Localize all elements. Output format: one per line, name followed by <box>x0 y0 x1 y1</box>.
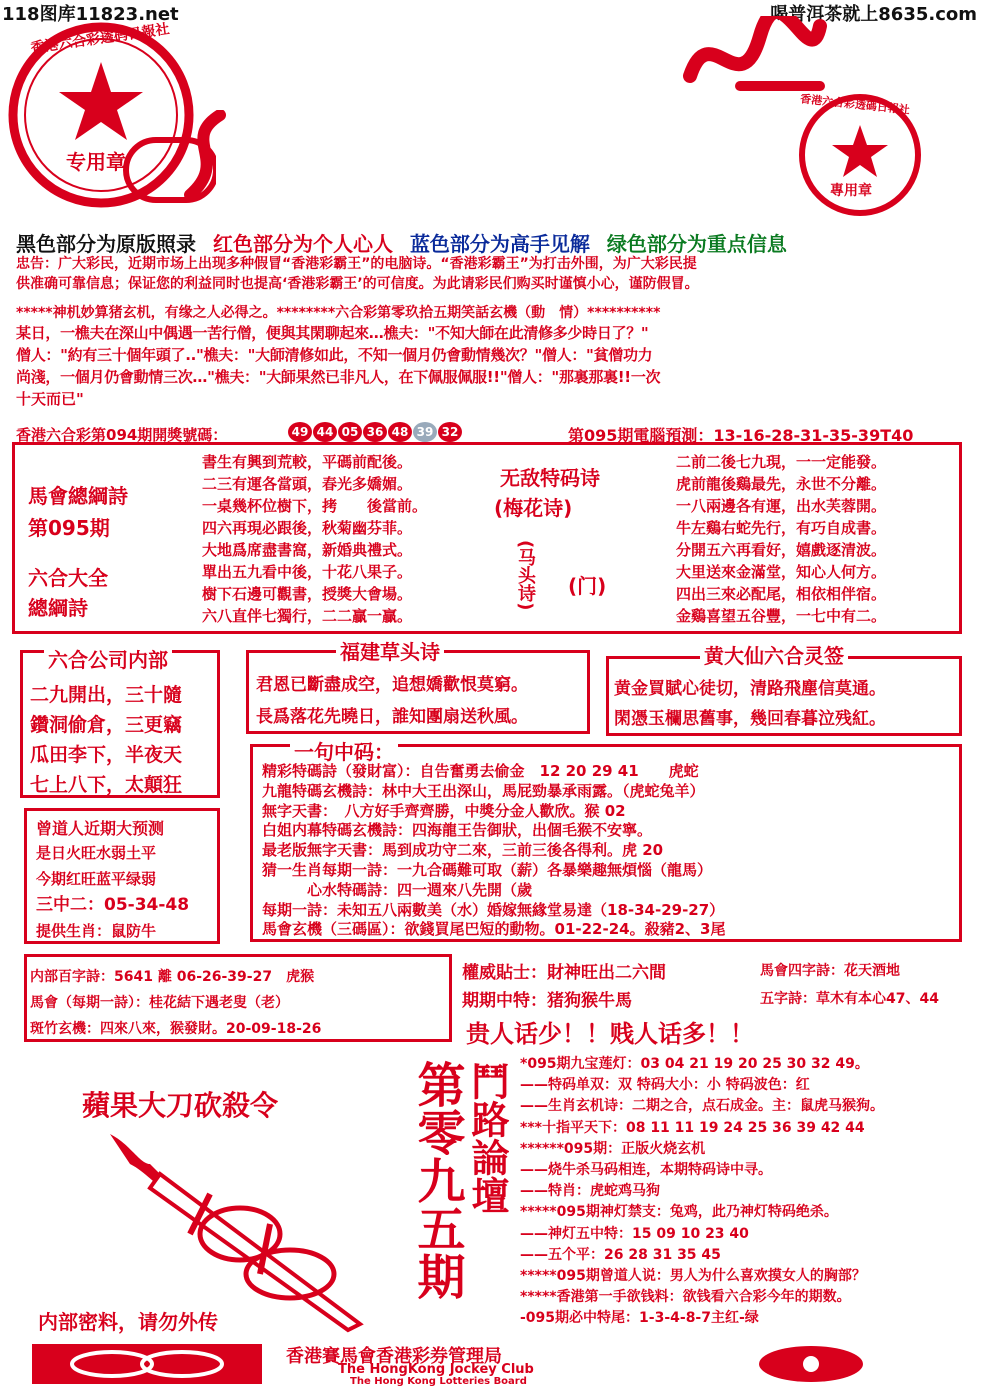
apple-title: 蘋果大刀砍殺令 <box>82 1089 279 1122</box>
fujian-title: 福建草头诗 <box>336 636 444 665</box>
left-site-label: 118图库11823.net <box>2 4 179 25</box>
company-line: 七上八下，太顛狂 <box>30 774 183 796</box>
right-list-item: *****095期曾道人说：男人为什么喜欢摸女人的胸部？ <box>520 1268 866 1285</box>
poem-right-line: 分開五六再看好，嬉戲逐清波。 <box>676 541 887 559</box>
zeng-title: 曾道人近期大预测 <box>36 819 165 838</box>
yiju-line: 白姐内幕特碼玄機詩：四海龍王告御狀，出個毛猴不安寧。 <box>262 821 653 840</box>
result-ball: 05 <box>338 422 362 442</box>
right-list-item: ——特码单双：双 特码大小：小 特码波色：红 <box>520 1077 810 1094</box>
zeng-line: 是日火旺水弱土平 <box>36 844 157 862</box>
poem-right-line: 四出三來必配尾，相依相伴宿。 <box>676 585 887 603</box>
poem-left-line: 六八直伴七獨行，二二贏一贏。 <box>202 607 413 625</box>
yiju-line: 每期一詩：未知五八兩數美（水）婚嫁無緣堂易達（18-34-29-27） <box>262 900 725 919</box>
center-hint: (马头诗) <box>515 540 536 611</box>
yiju-line: 九龍特碼玄機詩：林中大王出深山，馬屁勁暴承雨露。（虎蛇兔羊） <box>262 781 705 800</box>
yiju-line: 精彩特碼詩（發財富）：自告奮勇去偷金 12 20 29 41 虎蛇 <box>262 762 699 780</box>
joke-line-4: 十天而已" <box>16 390 84 408</box>
center-title: 无敌特码诗 <box>500 466 600 490</box>
bottom-left-text: 内部密料，请勿外传 <box>38 1310 218 1334</box>
vertical-text-1: 第零九五期 <box>409 1060 465 1300</box>
company-line: 瓜田李下，半夜天 <box>30 744 183 766</box>
poem-left-line: 一桌幾杯位樹下，拷 後當前。 <box>202 497 428 515</box>
right-list-item: ******095期：正版火烧玄机 <box>520 1140 706 1157</box>
right-list-item: *095期九宝莲灯：03 04 21 19 20 25 30 32 49。 <box>520 1056 869 1072</box>
right-list <box>520 1054 884 1330</box>
right-list-item: -095期必中特尾：1-3-4-8-7主红-绿 <box>520 1310 759 1327</box>
poem-right-line: 牛左鷄右蛇先行，有巧自成書。 <box>676 519 887 537</box>
poem-left-line: 單出五九看中後，十花八果子。 <box>202 563 413 581</box>
result-ball: 32 <box>438 422 462 442</box>
company-title: 六合公司内部 <box>44 644 172 673</box>
yiju-lines <box>262 762 725 940</box>
huang-line-2: 閑憑玉欄思舊事，幾回春暮泣残紅。 <box>614 709 886 729</box>
right-list-item: ——烧牛杀马码相连，本期特码诗中寻。 <box>520 1162 772 1179</box>
quanwei-line-2b: 五字詩：草木有本心47、44 <box>760 991 939 1007</box>
result-ball: 48 <box>388 422 412 442</box>
right-list-item: ——生肖玄机诗：二期之合，点石成金。主：鼠虎马猴狗。 <box>520 1098 884 1115</box>
neibu-line-2: 馬會（每期一詩）：桂花結下遇老叟（老） <box>30 995 289 1011</box>
poem-left-line: 書生有興到荒較，平碼前配後。 <box>202 453 413 471</box>
zeng-line: 三中二：05-34-48 <box>36 895 190 915</box>
quanwei-line-1b: 馬會四字詩：花天酒地 <box>760 963 900 979</box>
right-list-item: ——神灯五中特：15 09 10 23 40 <box>520 1225 749 1242</box>
zeng-line: 今期红旺蓝平绿弱 <box>36 870 157 888</box>
poem-left-line: 大地爲席盡書窩，新婚典禮式。 <box>202 541 413 559</box>
notice-line-2: 供准确可靠信息；保证您的利益同时也提高‘香港彩霸王’的可信度。为此请彩民们购买时谨慎小心，谨防假冒。 <box>16 276 699 292</box>
yiju-line: 猜一生肖每期一詩：一九合碼難可取（薪）各暴樂趣無煩惱（龍馬） <box>262 860 713 879</box>
huang-title: 黄大仙六合灵签 <box>700 640 848 669</box>
footer-en-1: The HongKong Jockey Club <box>338 1362 534 1377</box>
center-sub: (梅花诗) <box>494 496 573 520</box>
poem-left-line: 二三有運各當頭，春光多嬌媚。 <box>202 475 413 493</box>
company-line: 二九開出，三十隨 <box>30 684 183 706</box>
result-ball: 39 <box>413 422 437 442</box>
quanwei-slogan: 贵人话少！！贱人话多！！ <box>466 1020 754 1048</box>
neibu-line-3: 斑竹玄機：四來八來，猴發財。20-09-18-26 <box>30 1021 322 1037</box>
small-seal-bottom: 專用章 <box>830 183 872 199</box>
vertical-text-2: 鬥路論壇 <box>465 1062 509 1214</box>
big-seal-bottom: 专用章 <box>66 150 126 174</box>
poem-right-line: 大里送來金滿堂，知心人何方。 <box>676 563 887 581</box>
poem-left-block <box>202 453 427 629</box>
zeng-lines <box>36 840 189 944</box>
footer-left-logo-icon <box>32 1344 262 1384</box>
zeng-line: 提供生肖：鼠防牛 <box>36 922 157 940</box>
right-list-item: *****香港第一手欲钱料：欲钱看六合彩今年的期数。 <box>520 1289 851 1306</box>
poem-left-line: 四六再現必跟後，秋菊幽芬菲。 <box>202 519 413 537</box>
legend-row <box>16 228 787 257</box>
company-line: 鑽洞偷倉，三更竊 <box>30 714 183 736</box>
quanwei-line-1: 權威貼士：財神旺出二六間 <box>462 963 666 983</box>
right-list-item: ——特肖：虎蛇鸡马狗 <box>520 1183 660 1200</box>
result-ball: 49 <box>288 422 312 442</box>
footer-right-logo-icon <box>756 1344 866 1384</box>
poem-right-line: 一八兩邊各有運，出水芙蓉開。 <box>676 497 887 515</box>
poem-right-line: 二前二後七九現，一一定能發。 <box>676 453 887 471</box>
results-label: 香港六合彩第094期開獎號碼： <box>16 426 228 444</box>
yiju-line: 心水特碼詩：四一週來八先開（歲 <box>262 880 533 899</box>
notice-line-1: 忠告：广大彩民，近期市场上出现多种假冒“香港彩霸王”的电脑诗。“香港彩霸王”为打击外围，为广大彩民提 <box>16 256 697 272</box>
joke-title: *****神机妙算猪玄机，有缘之人必得之。********六合彩第零玖拾五期笑話玄機（動 情）********** <box>16 305 661 321</box>
small-seal-text: 香港六合彩透碼日報社 <box>799 92 911 117</box>
joke-line-1: 某日，一樵夫在深山中偶遇一苦行僧，便與其閑聊起來…樵夫："不知大師在此清修多少時日了？" <box>16 324 649 342</box>
poem-left-line: 樹下石邊可觀書，授獎大會場。 <box>202 585 413 603</box>
main-title-4: 總綱詩 <box>28 596 88 620</box>
poem-right-block <box>676 453 886 629</box>
yiju-title: 一句中码： <box>290 736 398 765</box>
poem-right-line: 金鷄喜望五谷豐，一七中有二。 <box>676 607 887 625</box>
huang-line-1: 黄金買賦心徒切，清路飛塵信莫通。 <box>614 679 886 699</box>
legend-green: 绿色部分为重点信息 <box>606 232 787 256</box>
company-lines <box>30 680 182 800</box>
brush-stroke-icon <box>180 110 240 200</box>
right-list-item: ***十指平天下：08 11 11 19 24 25 36 39 42 44 <box>520 1119 865 1136</box>
footer-cn: 香港賽馬會香港彩券管理局 <box>286 1346 502 1367</box>
right-list-item: *****095期神灯禁支：兔鸡，此乃神灯特码绝杀。 <box>520 1204 838 1221</box>
center-hint-2: (门) <box>568 574 607 598</box>
legend-red: 红色部分为个人心人 <box>212 232 393 256</box>
yiju-line: 無字天書： 八方好手齊齊勝，中獎分金人歡欣。猴 02 <box>262 801 626 820</box>
right-list-item: ——五个平：26 28 31 35 45 <box>520 1246 721 1263</box>
yiju-line: 最老版無字天書：馬到成功守二來，三前三後各得利。虎 20 <box>262 841 664 860</box>
sword-icon <box>90 1124 390 1334</box>
joke-line-3: 尚淺，一個月仍會動情三次…"樵夫："大師果然已非凡人，在下佩服佩服!!"僧人："那裏那裏!!一次 <box>16 368 661 386</box>
joke-line-2: 僧人："約有三十個年頭了.."樵夫："大師清修如此，不知一個月仍會動情幾次？"僧人："貧僧功力 <box>16 346 653 364</box>
footer-en-2: The Hong Kong Lotteries Board <box>350 1376 527 1387</box>
main-title-2: 第095期 <box>28 516 110 540</box>
prediction-text: 第095期電腦預測：13-16-28-31-35-39T40 <box>568 426 914 445</box>
results-balls <box>288 421 463 442</box>
quanwei-line-2: 期期中特：猪狗猴牛馬 <box>462 991 632 1011</box>
fujian-line-1: 君恩已斷盡成空，追想嬌歡恨莫窮。 <box>256 675 528 695</box>
main-title-1: 馬會總綱詩 <box>28 484 128 508</box>
neibu-line-1: 内部百字詩：5641 離 06-26-39-27 虎猴 <box>30 969 315 985</box>
fujian-line-2: 長爲落花先曉日，誰知團扇送秋風。 <box>256 707 528 727</box>
result-ball: 44 <box>313 422 337 442</box>
right-site-label: 喝普洱茶就上8635.com <box>770 4 977 25</box>
legend-black: 黑色部分为原版照录 <box>16 232 196 256</box>
big-seal-text: 香港六合彩透码日報社 <box>29 21 171 57</box>
main-title-3: 六合大全 <box>28 566 108 590</box>
poem-right-line: 虎前龍後鷄最先，永世不分離。 <box>676 475 887 493</box>
yiju-line: 馬會玄機（三碼區）：欲錢買尾巴短的動物。01-22-24。殺豬2、3尾 <box>262 920 726 939</box>
legend-blue: 蓝色部分为高手见解 <box>409 232 590 256</box>
result-ball: 36 <box>363 422 387 442</box>
